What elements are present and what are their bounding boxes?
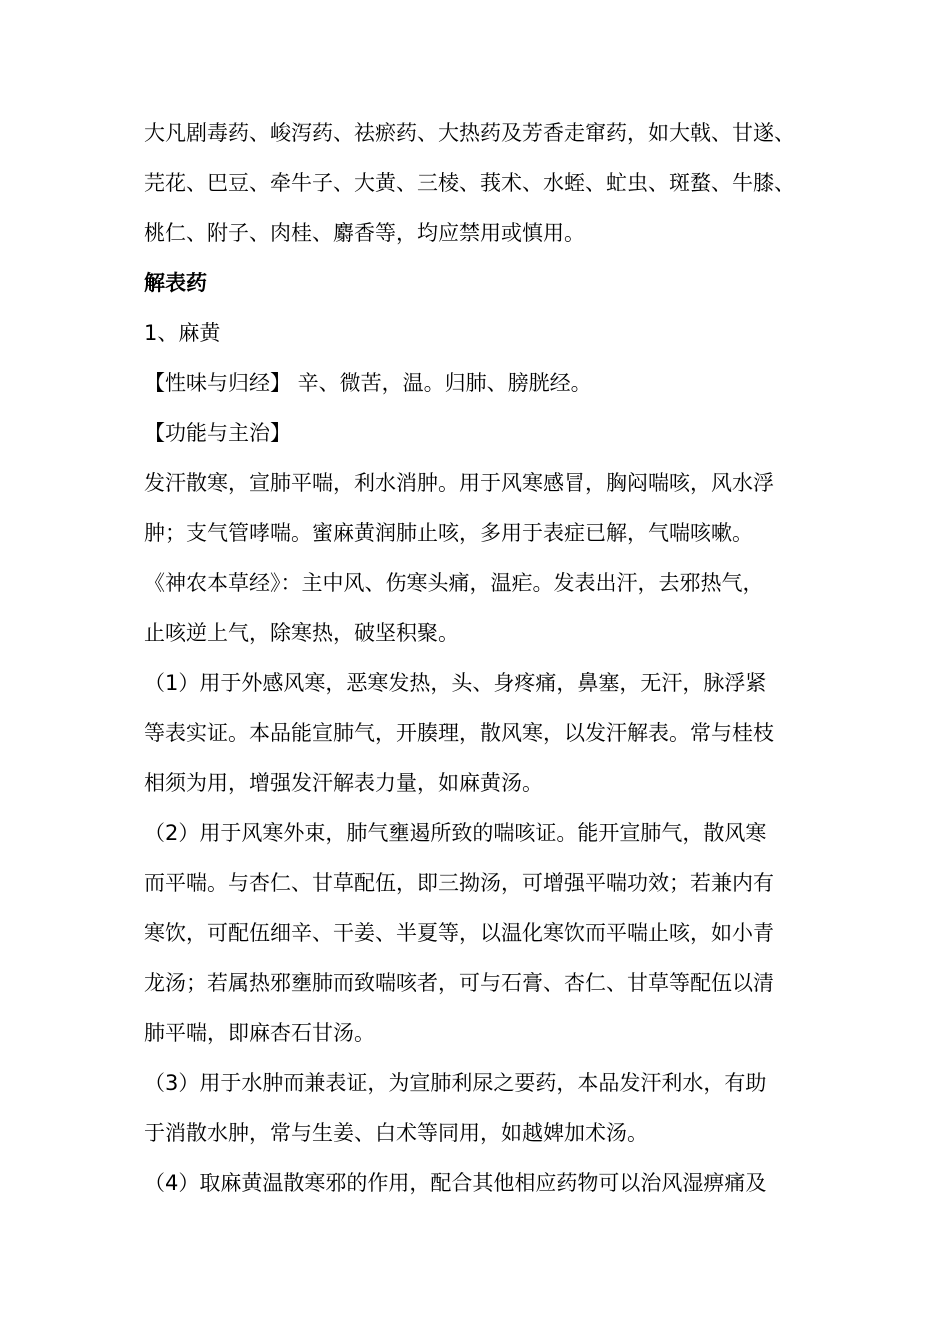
text-line: 芫花、巴豆、牵牛子、大黄、三棱、莪术、水蛭、虻虫、斑蝥、牛膝、 xyxy=(144,171,795,195)
text-line: 桃仁、附子、肉桂、麝香等，均应禁用或慎用。 xyxy=(144,221,585,245)
text-line: 于消散水肿，常与生姜、白术等同用，如越婢加术汤。 xyxy=(144,1121,648,1145)
text-line: （2）用于风寒外束，肺气壅遏所致的喘咳证。能开宣肺气，散风寒 xyxy=(144,821,767,845)
text-line: 发汗散寒，宣肺平喘，利水消肿。用于风寒感冒，胸闷喘咳，风水浮 xyxy=(144,471,774,495)
text-line: 寒饮，可配伍细辛、干姜、半夏等，以温化寒饮而平喘止咳，如小青 xyxy=(144,921,774,945)
text-line: （4）取麻黄温散寒邪的作用，配合其他相应药物可以治风湿痹痛及 xyxy=(144,1171,767,1195)
text-line: 等表实证。本品能宣肺气，开腠理，散风寒，以发汗解表。常与桂枝 xyxy=(144,721,774,745)
text-line: 相须为用，增强发汗解表力量，如麻黄汤。 xyxy=(144,771,543,795)
text-line: （1）用于外感风寒，恶寒发热，头、身疼痛，鼻塞，无汗，脉浮紧 xyxy=(144,671,767,695)
text-line: 肿；支气管哮喘。蜜麻黄润肺止咳，多用于表症已解，气喘咳嗽。 xyxy=(144,521,753,545)
section-heading: 解表药 xyxy=(144,271,207,295)
text-line: 大凡剧毒药、峻泻药、祛瘀药、大热药及芳香走窜药，如大戟、甘遂、 xyxy=(144,121,795,145)
text-line: （3）用于水肿而兼表证，为宣肺利尿之要药，本品发汗利水，有助 xyxy=(144,1071,767,1095)
text-line: 《神农本草经》：主中风、伤寒头痛，温疟。发表出汗，去邪热气， xyxy=(144,571,764,595)
document-body xyxy=(144,108,810,1208)
text-line: 肺平喘，即麻杏石甘汤。 xyxy=(144,1021,375,1045)
text-line: 而平喘。与杏仁、甘草配伍，即三拗汤，可增强平喘功效；若兼内有 xyxy=(144,871,774,895)
subsection-label: 【功能与主治】 xyxy=(144,421,291,445)
item-title: 1、麻黄 xyxy=(144,321,221,345)
text-line: 止咳逆上气，除寒热，破坚积聚。 xyxy=(144,621,459,645)
text-line: 龙汤；若属热邪壅肺而致喘咳者，可与石膏、杏仁、甘草等配伍以清 xyxy=(144,971,774,995)
text-line: 【性味与归经】 辛、微苦，温。归肺、膀胱经。 xyxy=(144,371,592,395)
